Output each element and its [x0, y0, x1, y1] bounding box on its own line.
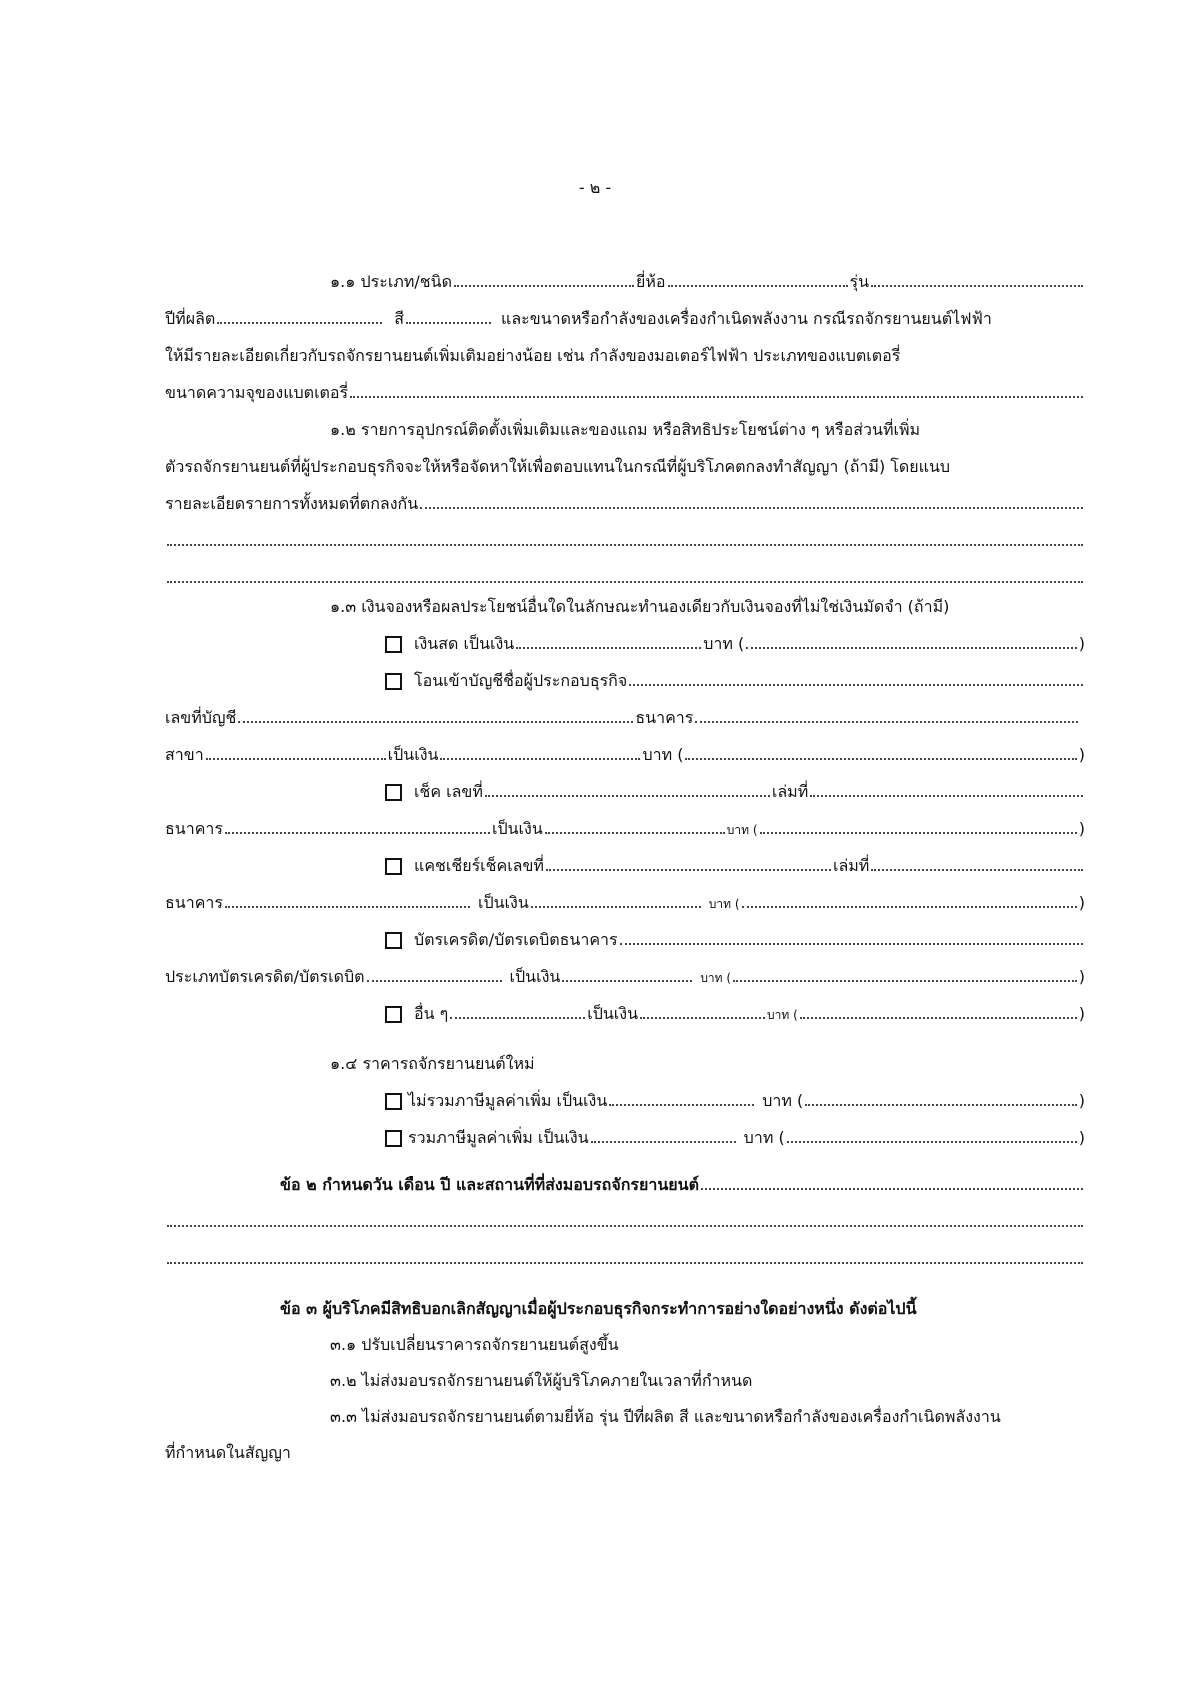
- s12-line-2: [165, 450, 1085, 484]
- baht-label: บาท (: [703, 634, 745, 653]
- bank-label: ธนาคาร: [165, 819, 223, 838]
- amount-label: เป็นเงิน: [387, 745, 439, 764]
- clause3-item-3-cont-text: ที่กำหนดในสัญญา: [165, 1443, 291, 1462]
- inc-vat-label: รวมภาษีมูลค่าเพิ่ม เป็นเงิน: [408, 1128, 589, 1147]
- cash-words-field[interactable]: [746, 627, 1076, 649]
- bank-field[interactable]: [695, 701, 1078, 723]
- bank-label: ธนาคาร: [165, 893, 223, 912]
- close-paren: ): [1078, 893, 1085, 912]
- clause3-title: ข้อ ๓ ผู้บริโภคมีสิทธิบอกเลิกสัญญาเมื่อผู้ประกอบธุรกิจกระทำการอย่างใดอย่างหนึ่ง ดังต่อไปนี้: [280, 1299, 917, 1318]
- clause3-item-1: [330, 1328, 1085, 1362]
- s13-title-line: [330, 590, 1085, 624]
- clause3-item-2: [330, 1364, 1085, 1398]
- accessories-field[interactable]: [420, 487, 1083, 509]
- transfer-field[interactable]: [629, 664, 1083, 686]
- baht-label: บาท (: [726, 823, 758, 837]
- cheque-bank-field[interactable]: [225, 812, 490, 834]
- baht-label: บาท (: [700, 971, 732, 985]
- baht-label: บาท (: [708, 897, 740, 911]
- bank-label: ธนาคาร: [635, 708, 694, 727]
- s11-model-label: รุ่น: [849, 272, 870, 291]
- s13-title: ๑.๓ เงินจองหรือผลประโยชน์อื่นใดในลักษณะทำนองเดียวกับเงินจองที่ไม่ใช่เงินมัดจำ (ถ้ามี): [330, 597, 950, 616]
- cashier-cheque-label: แคชเชียร์เช็คเลขที่: [414, 856, 544, 875]
- cheque-book-field[interactable]: [810, 775, 1083, 797]
- s14-title: ๑.๔ ราคารถจักรยานยนต์ใหม่: [330, 1054, 535, 1073]
- s14-title-line: [330, 1047, 1085, 1081]
- s11-ev-text: ให้มีรายละเอียดเกี่ยวกับรถจักรยานยนต์เพิ่มเติมอย่างน้อย เช่น กำลังของมอเตอร์ไฟฟ้า ประเภทของแบตเตอรี่: [165, 346, 901, 365]
- cheque-label: เช็ค เลขที่: [414, 782, 483, 801]
- cheque-amount-field[interactable]: [545, 812, 725, 834]
- branch-line: [165, 738, 1085, 772]
- page-number: - ๒ -: [578, 178, 612, 197]
- inc-vat-amount-field[interactable]: [591, 1121, 736, 1143]
- account-no-field[interactable]: [238, 701, 633, 723]
- s12-line-4: [165, 524, 1085, 558]
- s11-line-3: [165, 339, 1085, 373]
- card-type-label: ประเภทบัตรเครดิต/บัตรเดบิต: [165, 967, 365, 986]
- cheque-words-field[interactable]: [760, 812, 1077, 834]
- ex-vat-words-field[interactable]: [805, 1084, 1076, 1106]
- accessories-field-2[interactable]: [167, 524, 1083, 546]
- clause3-item-3-text: ๓.๓ ไม่ส่งมอบรถจักรยานยนต์ตามยี่ห้อ รุ่น ปีที่ผลิต สี และขนาดหรือกำลังของเครื่องกำเนิดพลังงาน: [330, 1407, 1001, 1426]
- color-field[interactable]: [406, 302, 491, 324]
- clause2-line-2: [165, 1205, 1085, 1239]
- other-checkbox[interactable]: [385, 1006, 402, 1023]
- close-paren: ): [1078, 745, 1085, 764]
- other-label: อื่น ๆ: [414, 1004, 449, 1023]
- card-bank-field[interactable]: [620, 923, 1083, 945]
- clause3-item-2-text: ๓.๒ ไม่ส่งมอบรถจักรยานยนต์ให้ผู้บริโภคภายในเวลาที่กำหนด: [330, 1371, 753, 1390]
- branch-field[interactable]: [206, 738, 386, 760]
- book-no-label: เล่มที่: [771, 782, 809, 801]
- card-checkbox[interactable]: [385, 932, 402, 949]
- cash-amount-field[interactable]: [516, 627, 701, 649]
- other-field[interactable]: [450, 997, 585, 1019]
- delivery-field[interactable]: [701, 1168, 1083, 1190]
- s12-title: ๑.๒ รายการอุปกรณ์ติดตั้งเพิ่มเติมและของแถม หรือสิทธิประโยชน์ต่าง ๆ หรือส่วนที่เพิ่ม: [330, 420, 921, 439]
- ex-vat-label: ไม่รวมภาษีมูลค่าเพิ่ม เป็นเงิน: [408, 1091, 608, 1110]
- amount-label: เป็นเงิน: [477, 893, 529, 912]
- card-line: [385, 923, 1085, 957]
- year-field[interactable]: [217, 302, 382, 324]
- delivery-field-3[interactable]: [167, 1242, 1083, 1264]
- close-paren: ): [1078, 1004, 1085, 1023]
- ex-vat-amount-field[interactable]: [609, 1084, 754, 1106]
- baht-label: บาท (: [767, 1008, 798, 1022]
- s11-battery-label: ขนาดความจุของแบตเตอรี่: [165, 383, 349, 402]
- close-paren: ): [1078, 1091, 1085, 1110]
- card-bank-label: บัตรเครดิต/บัตรเดบิตธนาคาร: [414, 930, 618, 949]
- battery-field[interactable]: [350, 376, 1083, 398]
- cashier-cheque-no-field[interactable]: [546, 849, 831, 871]
- type-field[interactable]: [454, 265, 634, 287]
- card-type-field[interactable]: [367, 960, 502, 982]
- cheque-checkbox[interactable]: [385, 784, 402, 801]
- cheque-bank-line: [165, 812, 1085, 846]
- cashier-bank-field[interactable]: [225, 886, 470, 908]
- s12-text: ตัวรถจักรยานยนต์ที่ผู้ประกอบธุรกิจจะให้หรือจัดหาให้เพื่อตอบแทนในกรณีที่ผู้บริโภคตกลงทำสัญญา (ถ้ามี) โดยแนบ: [165, 457, 951, 476]
- baht-label: บาท (: [743, 1128, 785, 1147]
- cashier-cheque-line: [385, 849, 1085, 883]
- amount-label: เป็นเงิน: [509, 967, 561, 986]
- ex-vat-checkbox[interactable]: [385, 1093, 402, 1110]
- branch-label: สาขา: [165, 745, 204, 764]
- s11-type-label: ๑.๑ ประเภท/ชนิด: [330, 272, 452, 291]
- inc-vat-line: [385, 1121, 1085, 1155]
- clause3-item-3: [330, 1400, 1085, 1434]
- s12-line-3: [165, 487, 1085, 521]
- cashier-cheque-book-field[interactable]: [871, 849, 1083, 871]
- cash-line: [385, 627, 1085, 661]
- s12-line-1: [330, 413, 1085, 447]
- model-field[interactable]: [871, 265, 1083, 287]
- transfer-words-field[interactable]: [685, 738, 1076, 760]
- close-paren: ): [1078, 634, 1085, 653]
- close-paren: ): [1078, 819, 1085, 838]
- cheque-no-field[interactable]: [485, 775, 770, 797]
- s11-line-1: [330, 265, 1085, 299]
- amount-label: เป็นเงิน: [491, 819, 543, 838]
- card-amount-field[interactable]: [562, 960, 692, 982]
- s12-details-label: รายละเอียดรายการทั้งหมดที่ตกลงกัน: [165, 494, 419, 513]
- cash-label: เงินสด เป็นเงิน: [414, 634, 515, 653]
- account-line: [165, 701, 1080, 735]
- s11-engine-text: และขนาดหรือกำลังของเครื่องกำเนิดพลังงาน กรณีรถจักรยานยนต์ไฟฟ้า: [501, 309, 992, 328]
- cheque-line: [385, 775, 1085, 809]
- close-paren: ): [1078, 1128, 1085, 1147]
- cashier-amount-field[interactable]: [531, 886, 701, 908]
- close-paren: ): [1078, 967, 1085, 986]
- s11-line-4: [165, 376, 1085, 410]
- transfer-checkbox[interactable]: [385, 673, 402, 690]
- amount-label: เป็นเงิน: [587, 1004, 639, 1023]
- other-line: [385, 997, 1085, 1031]
- baht-label: บาท (: [642, 745, 684, 764]
- s11-line-2: [165, 302, 1085, 336]
- clause2-line-1: [280, 1168, 1085, 1202]
- baht-label: บาท (: [762, 1091, 804, 1110]
- clause3-item-3-cont: [165, 1436, 1085, 1470]
- account-no-label: เลขที่บัญชี: [165, 708, 237, 727]
- other-words-field[interactable]: [800, 997, 1077, 1019]
- cashier-words-field[interactable]: [742, 886, 1077, 908]
- transfer-amount-field[interactable]: [440, 738, 640, 760]
- inc-vat-checkbox[interactable]: [385, 1130, 402, 1147]
- delivery-field-2[interactable]: [167, 1205, 1083, 1227]
- card-type-line: [165, 960, 1085, 994]
- cashier-bank-line: [165, 886, 1085, 920]
- book-no-label: เล่มที่: [832, 856, 870, 875]
- clause2-title: ข้อ ๒ กำหนดวัน เดือน ปี และสถานที่ที่ส่งมอบรถจักรยานยนต์: [280, 1175, 699, 1194]
- clause3-item-1-text: ๓.๑ ปรับเปลี่ยนราคารถจักรยานยนต์สูงขึ้น: [330, 1335, 619, 1354]
- inc-vat-words-field[interactable]: [787, 1121, 1077, 1143]
- clause2-line-3: [165, 1242, 1085, 1276]
- cash-checkbox[interactable]: [385, 636, 402, 653]
- card-words-field[interactable]: [733, 960, 1077, 982]
- other-amount-field[interactable]: [640, 997, 765, 1019]
- s11-brand-label: ยี่ห้อ: [635, 272, 666, 291]
- transfer-label: โอนเข้าบัญชีชื่อผู้ประกอบธุรกิจ: [414, 671, 628, 690]
- cashier-cheque-checkbox[interactable]: [385, 858, 402, 875]
- ex-vat-line: [385, 1084, 1085, 1118]
- s11-year-label: ปีที่ผลิต: [165, 309, 216, 328]
- brand-field[interactable]: [668, 265, 848, 287]
- accessories-field-3[interactable]: [167, 561, 1083, 583]
- clause3-title-line: [280, 1292, 1085, 1326]
- s11-color-label: สี: [394, 309, 405, 328]
- transfer-line: [385, 664, 1085, 698]
